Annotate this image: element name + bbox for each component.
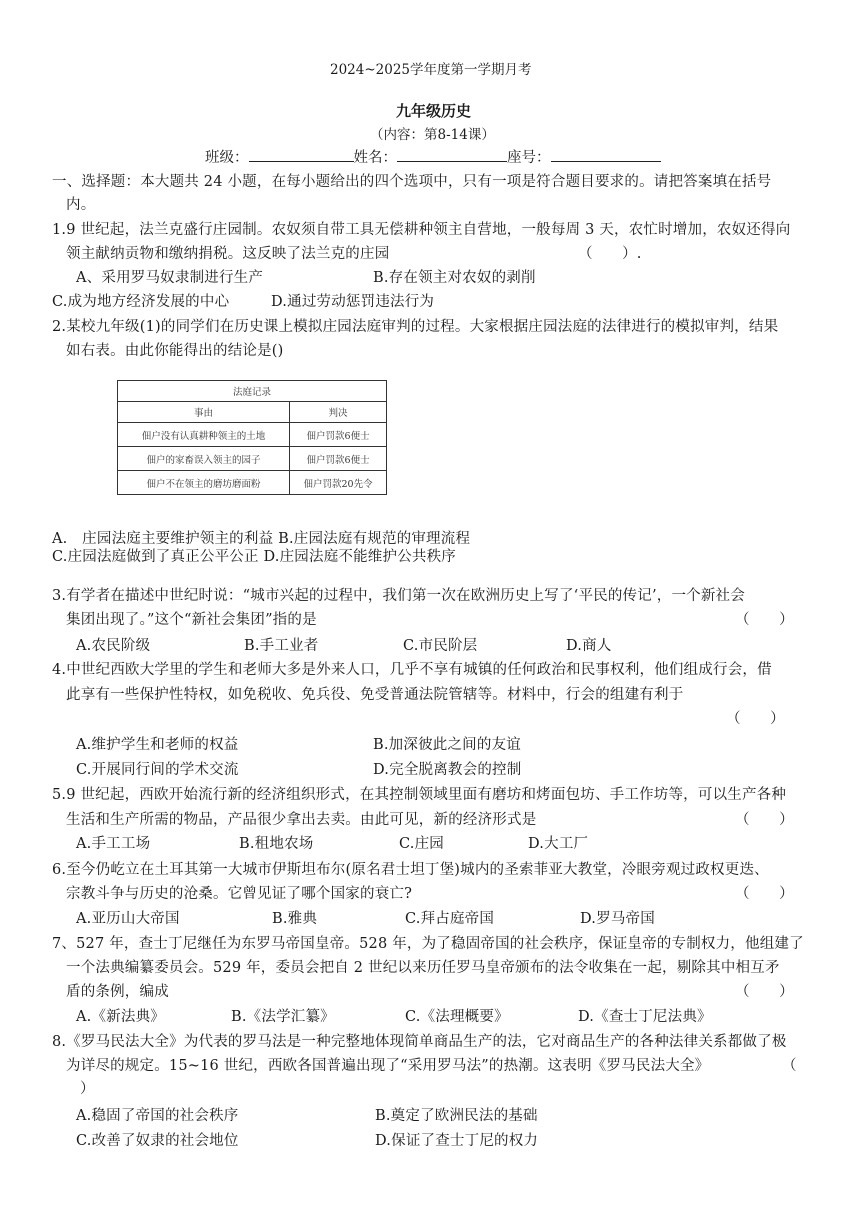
q7-option-d[interactable]: D.《查士丁尼法典》 bbox=[578, 1009, 712, 1025]
q3-answer-paren[interactable]: （ ） bbox=[735, 612, 794, 628]
q6-option-c[interactable]: C.拜占庭帝国 bbox=[405, 911, 495, 927]
q6-option-d[interactable]: D.罗马帝国 bbox=[580, 911, 655, 927]
q5-answer-paren[interactable]: （ ） bbox=[735, 812, 794, 828]
q5-option-a[interactable]: A.手工工场 bbox=[76, 836, 151, 852]
q3-text: 集团出现了。”这个“新社会集团”指的是 bbox=[66, 612, 317, 628]
q5-option-c[interactable]: C.庄园 bbox=[399, 836, 444, 852]
q7-text: 7、527 年，查士丁尼继任为东罗马帝国皇帝。528 年，为了稳固帝国的社会秩序，保证皇帝的专制权力，他组建了 bbox=[52, 936, 804, 952]
q4-option-c[interactable]: C.开展同行间的学术交流 bbox=[76, 762, 239, 778]
q4-text: 此享有一些保护性特权，如免税收、免兵役、免受普通法院管辖等。材料中，行会的组建有利于 bbox=[66, 687, 684, 703]
exam-header: 2024~2025学年度第一学期月考 bbox=[330, 62, 532, 78]
content-scope: （内容：第8-14课） bbox=[370, 127, 495, 143]
q8-text: 为详尽的规定。15~16 世纪，西欧各国普遍出现了“采用罗马法”的热潮。这表明《罗马民法大全》 bbox=[66, 1058, 710, 1074]
q5-option-b[interactable]: B.租地农场 bbox=[239, 836, 314, 852]
q7-option-a[interactable]: A.《新法典》 bbox=[76, 1009, 165, 1025]
q1-text: 领主献纳贡物和缴纳捐税。这反映了法兰克的庄园 bbox=[66, 246, 390, 262]
q8-option-a[interactable]: A.稳固了帝国的社会秩序 bbox=[76, 1108, 239, 1124]
q1-text: 1.9 世纪起，法兰克盛行庄园制。农奴须自带工具无偿耕种领主自营地，一般每周 3 天，农忙时增加，农奴还得向 bbox=[52, 222, 791, 238]
table-header: 判决 bbox=[290, 402, 387, 423]
q8-answer-paren-close[interactable]: ） bbox=[80, 1081, 95, 1097]
table-caption: 法庭记录 bbox=[118, 381, 387, 402]
q8-answer-paren-open[interactable]: （ bbox=[782, 1058, 797, 1074]
q5-text: 生活和生产所需的物品，产品很少拿出去卖。由此可见，新的经济形式是 bbox=[66, 812, 537, 828]
q8-option-b[interactable]: B.奠定了欧洲民法的基础 bbox=[375, 1108, 538, 1124]
q8-option-d[interactable]: D.保证了查士丁尼的权力 bbox=[375, 1133, 539, 1149]
section-instruction: 一、选择题：本大题共 24 小题，在每小题给出的四个选项中，只有一项是符合题目要求的。请把答案填在括号 bbox=[52, 174, 772, 190]
q6-answer-paren[interactable]: （ ） bbox=[735, 886, 794, 902]
q2-text: 如右表。由此你能得出的结论是() bbox=[66, 343, 284, 359]
seat-field[interactable] bbox=[551, 147, 661, 162]
q5-text: 5.9 世纪起，西欧开始流行新的经济组织形式，在其控制领域里面有磨坊和烤面包坊、手工作坊等，可以生产各种 bbox=[52, 787, 787, 803]
q2-text: 2.某校九年级(1)的同学们在历史课上模拟庄园法庭审判的过程。大家根据庄园法庭的法律进行的模拟审判，结果 bbox=[52, 319, 779, 335]
table-cell: 佃户没有认真耕种领主的土地 bbox=[118, 423, 290, 447]
page-title: 九年级历史 bbox=[396, 102, 472, 120]
table-row bbox=[118, 447, 387, 471]
table-cell: 佃户罚款20先令 bbox=[290, 471, 387, 495]
q4-text: 4.中世纪西欧大学里的学生和老师大多是外来人口，几乎不享有城镇的任何政治和民事权利，他们组成行会，借 bbox=[52, 662, 772, 678]
q7-option-b[interactable]: B.《法学汇纂》 bbox=[231, 1009, 335, 1025]
table-cell: 佃户不在领主的磨坊磨面粉 bbox=[118, 471, 290, 495]
q6-text: 宗教斗争与历史的沧桑。它曾见证了哪个国家的衰亡? bbox=[66, 886, 413, 902]
q8-option-c[interactable]: C.改善了奴隶的社会地位 bbox=[76, 1133, 239, 1149]
q3-option-d[interactable]: D.商人 bbox=[566, 638, 612, 654]
q4-option-a[interactable]: A.维护学生和老师的权益 bbox=[76, 737, 239, 753]
section-instruction-cont: 内。 bbox=[66, 197, 96, 213]
table-cell: 佃户罚款6便士 bbox=[290, 423, 387, 447]
q5-option-d[interactable]: D.大工厂 bbox=[528, 836, 589, 852]
q2-options-ab[interactable]: A. 庄园法庭主要维护领主的利益 B.庄园法庭有规范的审理流程 bbox=[52, 531, 471, 547]
q3-option-b[interactable]: B.手工业者 bbox=[244, 638, 319, 654]
q1-answer-paren[interactable]: （ ）. bbox=[578, 246, 642, 262]
q3-option-a[interactable]: A.农民阶级 bbox=[76, 638, 151, 654]
table-row bbox=[118, 423, 387, 447]
q4-option-b[interactable]: B.加深彼此之间的友谊 bbox=[373, 737, 521, 753]
name-label: 姓名： bbox=[353, 150, 397, 166]
q7-text: 盾的条例，编成 bbox=[66, 984, 169, 1000]
court-record-table bbox=[117, 380, 387, 495]
q6-option-b[interactable]: B.雅典 bbox=[272, 911, 318, 927]
class-field[interactable] bbox=[249, 147, 354, 162]
class-label: 班级： bbox=[205, 150, 249, 166]
q7-answer-paren[interactable]: （ ） bbox=[735, 984, 794, 1000]
name-field[interactable] bbox=[397, 147, 507, 162]
q7-text: 一个法典编纂委员会。529 年，委员会把自 2 世纪以来历任罗马皇帝颁布的法令收集在一起，剔除其中相互矛 bbox=[66, 960, 780, 976]
table-header: 事由 bbox=[118, 402, 290, 423]
q1-option-a[interactable]: A、采用罗马奴隶制进行生产 bbox=[76, 270, 264, 286]
q2-options-cd[interactable]: C.庄园法庭做到了真正公平公正 D.庄园法庭不能维护公共秩序 bbox=[52, 549, 457, 565]
q3-option-c[interactable]: C.市民阶层 bbox=[403, 638, 478, 654]
q7-option-c[interactable]: C.《法理概要》 bbox=[405, 1009, 509, 1025]
q8-text: 8.《罗马民法大全》为代表的罗马法是一种完整地体现简单商品生产的法，它对商品生产的各种法律关系都做了极 bbox=[52, 1034, 787, 1050]
q1-option-d[interactable]: D.通过劳动惩罚违法行为 bbox=[271, 294, 435, 310]
seat-label: 座号： bbox=[507, 150, 551, 166]
q6-option-a[interactable]: A.亚历山大帝国 bbox=[76, 911, 180, 927]
q4-answer-paren[interactable]: （ ） bbox=[726, 711, 785, 727]
q3-text: 3.有学者在描述中世纪时说：“城市兴起的过程中，我们第一次在欧洲历史上写了‘平民的传记’，一个新社会 bbox=[52, 588, 745, 604]
q4-option-d[interactable]: D.完全脱离教会的控制 bbox=[373, 762, 522, 778]
student-info-row bbox=[205, 146, 661, 167]
table-cell: 佃户罚款6便士 bbox=[290, 447, 387, 471]
q1-option-b[interactable]: B.存在领主对农奴的剥削 bbox=[373, 270, 536, 286]
q6-text: 6.至今仍屹立在土耳其第一大城市伊斯坦布尔(原名君士坦丁堡)城内的圣索菲亚大教堂，冷眼旁观过政权更迭、 bbox=[52, 862, 769, 878]
table-row bbox=[118, 471, 387, 495]
q1-option-c[interactable]: C.成为地方经济发展的中心 bbox=[52, 294, 230, 310]
table-cell: 佃户的家畜误入领主的园子 bbox=[118, 447, 290, 471]
